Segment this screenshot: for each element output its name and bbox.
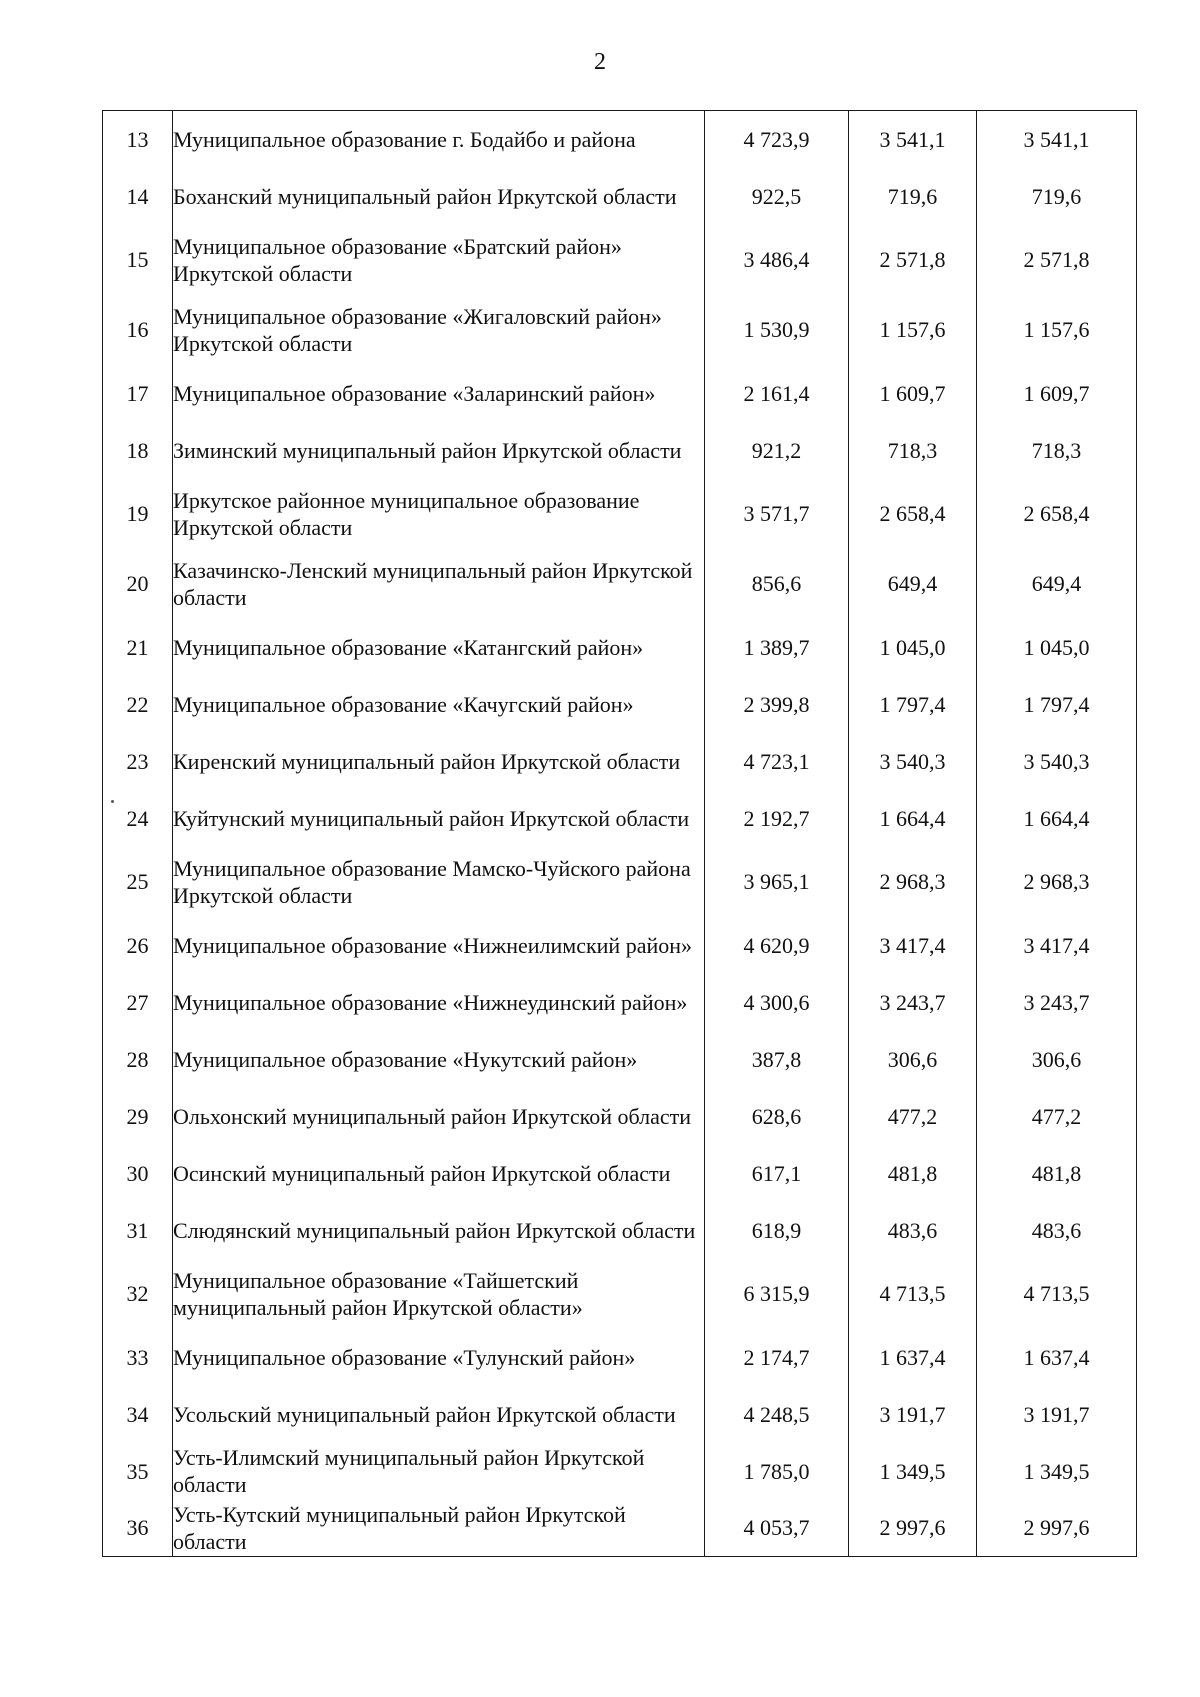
municipality-name: Муниципальное образование «Заларинский район» [173, 365, 705, 422]
value-col-2: 3 243,7 [849, 974, 977, 1031]
value-col-3: 718,3 [977, 422, 1137, 479]
value-col-3: 1 045,0 [977, 619, 1137, 676]
row-number: 19 [103, 479, 173, 549]
row-number: 23 [103, 733, 173, 790]
table-row [103, 365, 1137, 422]
table-row [103, 1031, 1137, 1088]
value-col-3: 649,4 [977, 549, 1137, 619]
value-col-3: 1 664,4 [977, 790, 1137, 847]
table-row [103, 111, 1137, 168]
value-col-1: 1 389,7 [705, 619, 849, 676]
municipality-name: Иркутское районное муниципальное образование Иркутской области [173, 479, 705, 549]
table-row [103, 1202, 1137, 1259]
value-col-1: 387,8 [705, 1031, 849, 1088]
row-number: 26 [103, 917, 173, 974]
table-row [103, 974, 1137, 1031]
municipality-name: Усть-Илимский муниципальный район Иркутской области [173, 1443, 705, 1500]
municipality-name: Казачинско-Ленский муниципальный район Иркутской области [173, 549, 705, 619]
municipality-name: Муниципальное образование «Качугский район» [173, 676, 705, 733]
value-col-1: 3 965,1 [705, 847, 849, 917]
row-number: 21 [103, 619, 173, 676]
row-number: 31 [103, 1202, 173, 1259]
row-number: 33 [103, 1329, 173, 1386]
value-col-1: 4 248,5 [705, 1386, 849, 1443]
value-col-1: 2 399,8 [705, 676, 849, 733]
value-col-1: 4 300,6 [705, 974, 849, 1031]
value-col-3: 3 417,4 [977, 917, 1137, 974]
row-number: 25 [103, 847, 173, 917]
value-col-3: 1 637,4 [977, 1329, 1137, 1386]
value-col-2: 2 658,4 [849, 479, 977, 549]
row-number: 17 [103, 365, 173, 422]
municipality-name: Муниципальное образование «Тайшетский муниципальный район Иркутской области» [173, 1259, 705, 1329]
municipality-name: Муниципальное образование г. Бодайбо и района [173, 111, 705, 168]
value-col-2: 2 571,8 [849, 225, 977, 295]
value-col-1: 2 161,4 [705, 365, 849, 422]
value-col-3: 4 713,5 [977, 1259, 1137, 1329]
value-col-1: 628,6 [705, 1088, 849, 1145]
row-number: 32 [103, 1259, 173, 1329]
municipality-name: Муниципальное образование «Нукутский район» [173, 1031, 705, 1088]
table-row [103, 1443, 1137, 1500]
value-col-3: 1 349,5 [977, 1443, 1137, 1500]
row-number: 34 [103, 1386, 173, 1443]
value-col-1: 922,5 [705, 168, 849, 225]
value-col-1: 3 571,7 [705, 479, 849, 549]
municipality-name: Зиминский муниципальный район Иркутской области [173, 422, 705, 479]
value-col-2: 3 541,1 [849, 111, 977, 168]
value-col-3: 2 658,4 [977, 479, 1137, 549]
value-col-1: 617,1 [705, 1145, 849, 1202]
municipality-name: Осинский муниципальный район Иркутской области [173, 1145, 705, 1202]
municipality-name: Муниципальное образование «Катангский район» [173, 619, 705, 676]
value-col-1: 3 486,4 [705, 225, 849, 295]
row-number: 14 [103, 168, 173, 225]
municipality-name: Усольский муниципальный район Иркутской области [173, 1386, 705, 1443]
table-row [103, 225, 1137, 295]
value-col-3: 477,2 [977, 1088, 1137, 1145]
table-row [103, 1500, 1137, 1557]
value-col-2: 3 540,3 [849, 733, 977, 790]
value-col-3: 3 540,3 [977, 733, 1137, 790]
table-row [103, 549, 1137, 619]
municipality-name: Муниципальное образование «Нижнеудинский район» [173, 974, 705, 1031]
row-number: 30 [103, 1145, 173, 1202]
value-col-1: 1 530,9 [705, 295, 849, 365]
table-row [103, 1088, 1137, 1145]
row-number: 16 [103, 295, 173, 365]
table-row [103, 733, 1137, 790]
value-col-3: 3 191,7 [977, 1386, 1137, 1443]
value-col-2: 483,6 [849, 1202, 977, 1259]
value-col-3: 306,6 [977, 1031, 1137, 1088]
table-row [103, 168, 1137, 225]
table-row [103, 676, 1137, 733]
municipality-name: Муниципальное образование «Нижнеилимский район» [173, 917, 705, 974]
value-col-3: 719,6 [977, 168, 1137, 225]
table-row [103, 1386, 1137, 1443]
value-col-3: 2 968,3 [977, 847, 1137, 917]
municipality-name: Муниципальное образование Мамско-Чуйского района Иркутской области [173, 847, 705, 917]
value-col-3: 481,8 [977, 1145, 1137, 1202]
value-col-2: 1 157,6 [849, 295, 977, 365]
value-col-1: 1 785,0 [705, 1443, 849, 1500]
municipality-name: Ольхонский муниципальный район Иркутской области [173, 1088, 705, 1145]
value-col-2: 1 637,4 [849, 1329, 977, 1386]
value-col-2: 306,6 [849, 1031, 977, 1088]
value-col-3: 3 243,7 [977, 974, 1137, 1031]
value-col-3: 1 609,7 [977, 365, 1137, 422]
table-row [103, 847, 1137, 917]
value-col-3: 483,6 [977, 1202, 1137, 1259]
row-number: 20 [103, 549, 173, 619]
municipality-name: Куйтунский муниципальный район Иркутской области [173, 790, 705, 847]
value-col-1: 6 315,9 [705, 1259, 849, 1329]
value-col-3: 1 797,4 [977, 676, 1137, 733]
page-number: 2 [594, 49, 606, 75]
table-row [103, 619, 1137, 676]
value-col-2: 477,2 [849, 1088, 977, 1145]
row-number: 36 [103, 1500, 173, 1557]
table-row [103, 1329, 1137, 1386]
table-row [103, 1259, 1137, 1329]
row-number: 29 [103, 1088, 173, 1145]
value-col-1: 618,9 [705, 1202, 849, 1259]
row-number: 24 [103, 790, 173, 847]
value-col-2: 3 417,4 [849, 917, 977, 974]
value-col-2: 1 664,4 [849, 790, 977, 847]
value-col-2: 2 997,6 [849, 1500, 977, 1557]
municipality-name: Киренский муниципальный район Иркутской области [173, 733, 705, 790]
value-col-1: 921,2 [705, 422, 849, 479]
row-number: 27 [103, 974, 173, 1031]
value-col-2: 1 797,4 [849, 676, 977, 733]
table-row [103, 479, 1137, 549]
value-col-2: 3 191,7 [849, 1386, 977, 1443]
row-number: 18 [103, 422, 173, 479]
row-number: 35 [103, 1443, 173, 1500]
table-row [103, 1145, 1137, 1202]
value-col-2: 1 349,5 [849, 1443, 977, 1500]
municipality-name: Муниципальное образование «Тулунский район» [173, 1329, 705, 1386]
row-number: 28 [103, 1031, 173, 1088]
municipality-name: Муниципальное образование «Жигаловский район» Иркутской области [173, 295, 705, 365]
table-row [103, 917, 1137, 974]
value-col-1: 2 174,7 [705, 1329, 849, 1386]
value-col-2: 718,3 [849, 422, 977, 479]
municipality-name: Усть-Кутский муниципальный район Иркутской области [173, 1500, 705, 1557]
value-col-3: 3 541,1 [977, 111, 1137, 168]
value-col-1: 4 723,1 [705, 733, 849, 790]
value-col-1: 4 620,9 [705, 917, 849, 974]
value-col-2: 2 968,3 [849, 847, 977, 917]
municipality-name: Слюдянский муниципальный район Иркутской области [173, 1202, 705, 1259]
value-col-1: 4 723,9 [705, 111, 849, 168]
value-col-3: 2 571,8 [977, 225, 1137, 295]
value-col-1: 856,6 [705, 549, 849, 619]
municipality-name: Боханский муниципальный район Иркутской области [173, 168, 705, 225]
table-row [103, 295, 1137, 365]
row-number: 13 [103, 111, 173, 168]
value-col-2: 481,8 [849, 1145, 977, 1202]
value-col-3: 1 157,6 [977, 295, 1137, 365]
budget-table [102, 110, 1137, 1557]
value-col-2: 719,6 [849, 168, 977, 225]
row-number: 22 [103, 676, 173, 733]
row-number: 15 [103, 225, 173, 295]
table-body [103, 111, 1137, 1557]
table-row [103, 790, 1137, 847]
value-col-2: 4 713,5 [849, 1259, 977, 1329]
value-col-2: 1 609,7 [849, 365, 977, 422]
value-col-2: 649,4 [849, 549, 977, 619]
value-col-1: 4 053,7 [705, 1500, 849, 1557]
municipality-name: Муниципальное образование «Братский район» Иркутской области [173, 225, 705, 295]
value-col-2: 1 045,0 [849, 619, 977, 676]
table-row [103, 422, 1137, 479]
value-col-1: 2 192,7 [705, 790, 849, 847]
value-col-3: 2 997,6 [977, 1500, 1137, 1557]
